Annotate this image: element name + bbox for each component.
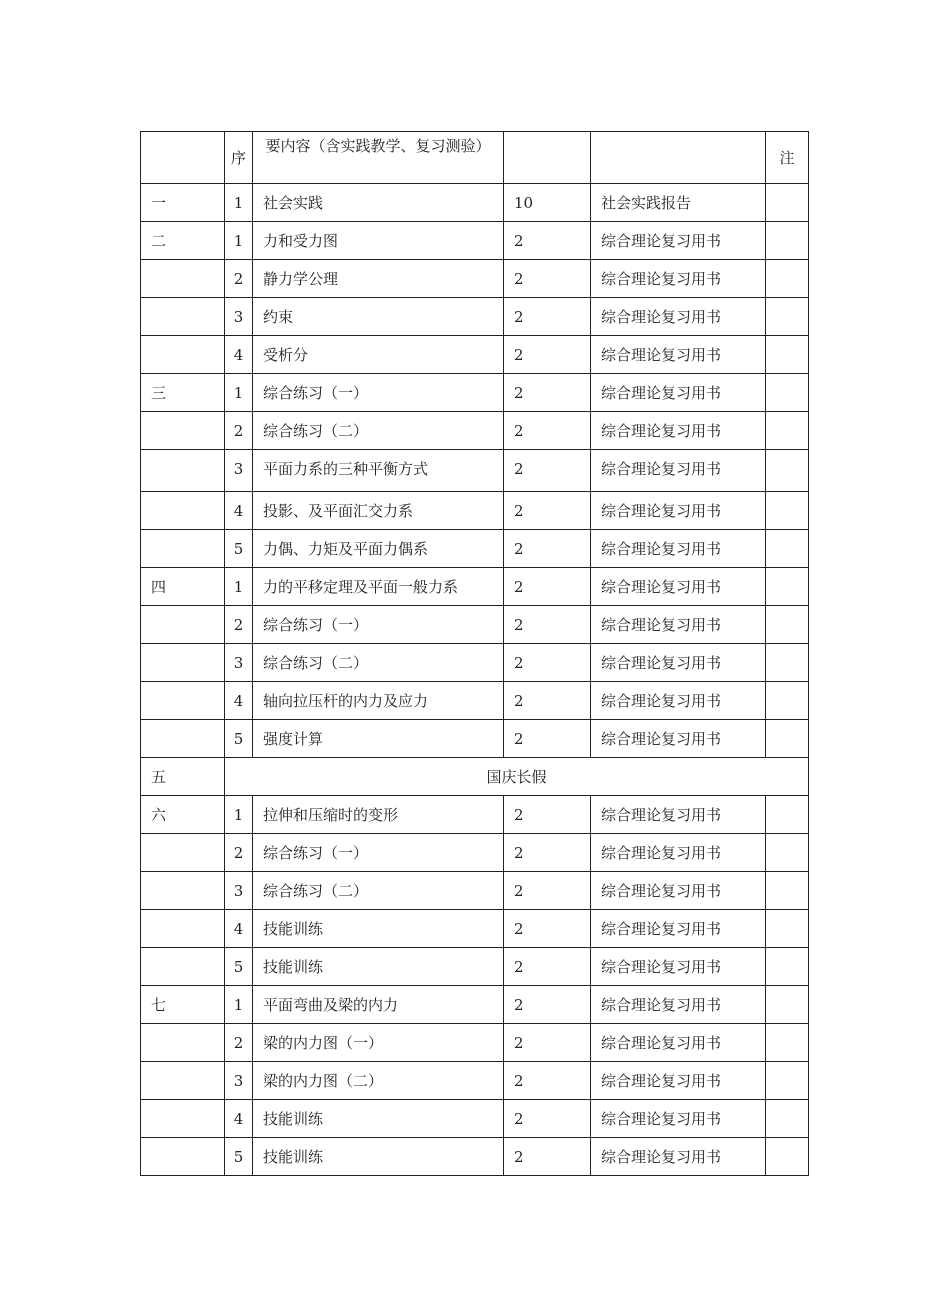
cell-content: 技能训练: [253, 1100, 504, 1138]
cell-material: 综合理论复习用书: [591, 222, 766, 260]
cell-material: 综合理论复习用书: [591, 1024, 766, 1062]
cell-seq: 1: [225, 796, 253, 834]
table-row: [141, 450, 809, 492]
cell-seq: 2: [225, 260, 253, 298]
cell-hours: 2: [504, 1138, 591, 1176]
cell-note: [766, 222, 809, 260]
cell-hours: 2: [504, 492, 591, 530]
table-row: [141, 568, 809, 606]
cell-material: 综合理论复习用书: [591, 834, 766, 872]
cell-hours: 2: [504, 450, 591, 492]
cell-hours: 2: [504, 298, 591, 336]
cell-material: 综合理论复习用书: [591, 948, 766, 986]
cell-seq: 1: [225, 222, 253, 260]
cell-seq: 5: [225, 530, 253, 568]
cell-note: [766, 530, 809, 568]
cell-material: 综合理论复习用书: [591, 568, 766, 606]
cell-week: [141, 910, 225, 948]
cell-material: 综合理论复习用书: [591, 374, 766, 412]
cell-seq: 2: [225, 606, 253, 644]
cell-content: 平面力系的三种平衡方式: [253, 450, 504, 492]
cell-seq: 1: [225, 568, 253, 606]
cell-seq: 3: [225, 298, 253, 336]
cell-hours: 2: [504, 720, 591, 758]
cell-content: 技能训练: [253, 910, 504, 948]
table-row: [141, 1100, 809, 1138]
cell-content: 综合练习（一）: [253, 374, 504, 412]
table-row: [141, 184, 809, 222]
cell-material: 综合理论复习用书: [591, 260, 766, 298]
cell-week: [141, 682, 225, 720]
cell-note: [766, 184, 809, 222]
cell-hours: 2: [504, 796, 591, 834]
cell-seq: 1: [225, 986, 253, 1024]
table-row: [141, 336, 809, 374]
table-row: [141, 1024, 809, 1062]
cell-content: 静力学公理: [253, 260, 504, 298]
table-row: [141, 796, 809, 834]
cell-content: 综合练习（一）: [253, 606, 504, 644]
cell-note: [766, 606, 809, 644]
cell-week: [141, 298, 225, 336]
header-week: [141, 132, 225, 184]
table-row: [141, 222, 809, 260]
cell-week: [141, 1062, 225, 1100]
cell-note: [766, 260, 809, 298]
cell-content: 梁的内力图（一）: [253, 1024, 504, 1062]
cell-content: 综合练习（二）: [253, 412, 504, 450]
cell-note: [766, 1024, 809, 1062]
cell-material: 综合理论复习用书: [591, 910, 766, 948]
cell-content: 力的平移定理及平面一般力系: [253, 568, 504, 606]
cell-seq: 3: [225, 872, 253, 910]
cell-note: [766, 720, 809, 758]
cell-hours: 2: [504, 336, 591, 374]
holiday-row: [141, 758, 809, 796]
table-row: [141, 720, 809, 758]
holiday-label: 国庆长假: [225, 758, 809, 796]
cell-seq: 4: [225, 682, 253, 720]
cell-hours: 2: [504, 412, 591, 450]
header-material: [591, 132, 766, 184]
cell-week: [141, 1024, 225, 1062]
cell-material: 综合理论复习用书: [591, 336, 766, 374]
cell-note: [766, 336, 809, 374]
cell-hours: 2: [504, 222, 591, 260]
cell-content: 技能训练: [253, 948, 504, 986]
cell-note: [766, 1138, 809, 1176]
cell-hours: 2: [504, 1024, 591, 1062]
cell-hours: 2: [504, 1062, 591, 1100]
cell-seq: 3: [225, 1062, 253, 1100]
table-row: [141, 1138, 809, 1176]
cell-hours: 10: [504, 184, 591, 222]
cell-week: [141, 834, 225, 872]
header-hours: [504, 132, 591, 184]
cell-material: 综合理论复习用书: [591, 986, 766, 1024]
cell-hours: 2: [504, 834, 591, 872]
cell-material: 综合理论复习用书: [591, 1062, 766, 1100]
header-content: 要内容（含实践教学、复习测验）: [253, 132, 504, 184]
table-row: [141, 872, 809, 910]
table-row: [141, 682, 809, 720]
cell-note: [766, 412, 809, 450]
cell-note: [766, 644, 809, 682]
cell-week: [141, 1138, 225, 1176]
cell-content: 力和受力图: [253, 222, 504, 260]
cell-content: 受析分: [253, 336, 504, 374]
table-row: [141, 948, 809, 986]
cell-seq: 4: [225, 910, 253, 948]
cell-seq: 2: [225, 412, 253, 450]
cell-hours: 2: [504, 644, 591, 682]
cell-content: 梁的内力图（二）: [253, 1062, 504, 1100]
cell-week: [141, 412, 225, 450]
cell-note: [766, 986, 809, 1024]
cell-week: [141, 1100, 225, 1138]
cell-note: [766, 298, 809, 336]
cell-material: 综合理论复习用书: [591, 644, 766, 682]
cell-content: 技能训练: [253, 1138, 504, 1176]
table-row: [141, 644, 809, 682]
cell-hours: 2: [504, 260, 591, 298]
cell-material: 综合理论复习用书: [591, 796, 766, 834]
cell-hours: 2: [504, 606, 591, 644]
cell-week: 六: [141, 796, 225, 834]
cell-note: [766, 492, 809, 530]
cell-material: 综合理论复习用书: [591, 450, 766, 492]
table-row: [141, 530, 809, 568]
cell-note: [766, 834, 809, 872]
cell-week: 一: [141, 184, 225, 222]
cell-note: [766, 1062, 809, 1100]
cell-note: [766, 450, 809, 492]
cell-seq: 5: [225, 720, 253, 758]
cell-hours: 2: [504, 986, 591, 1024]
schedule-body: [141, 132, 809, 1176]
cell-material: 综合理论复习用书: [591, 720, 766, 758]
cell-seq: 2: [225, 834, 253, 872]
cell-seq: 5: [225, 1138, 253, 1176]
cell-material: 综合理论复习用书: [591, 1138, 766, 1176]
cell-week: [141, 872, 225, 910]
header-row: [141, 132, 809, 184]
cell-material: 综合理论复习用书: [591, 1100, 766, 1138]
cell-seq: 4: [225, 1100, 253, 1138]
table-row: [141, 606, 809, 644]
cell-material: 综合理论复习用书: [591, 530, 766, 568]
header-seq: 序: [225, 132, 253, 184]
cell-content: 轴向拉压杆的内力及应力: [253, 682, 504, 720]
cell-seq: 4: [225, 336, 253, 374]
cell-week: [141, 606, 225, 644]
table-row: [141, 1062, 809, 1100]
cell-content: 综合练习（二）: [253, 644, 504, 682]
cell-note: [766, 1100, 809, 1138]
cell-note: [766, 374, 809, 412]
table-row: [141, 910, 809, 948]
cell-content: 综合练习（二）: [253, 872, 504, 910]
cell-material: 综合理论复习用书: [591, 872, 766, 910]
cell-week: [141, 644, 225, 682]
cell-hours: 2: [504, 568, 591, 606]
cell-note: [766, 910, 809, 948]
cell-week: [141, 530, 225, 568]
table-row: [141, 492, 809, 530]
cell-content: 力偶、力矩及平面力偶系: [253, 530, 504, 568]
cell-note: [766, 682, 809, 720]
table-row: [141, 986, 809, 1024]
cell-note: [766, 872, 809, 910]
cell-material: 综合理论复习用书: [591, 682, 766, 720]
cell-week: 二: [141, 222, 225, 260]
cell-hours: 2: [504, 948, 591, 986]
cell-hours: 2: [504, 1100, 591, 1138]
cell-content: 平面弯曲及梁的内力: [253, 986, 504, 1024]
cell-hours: 2: [504, 530, 591, 568]
cell-week: [141, 720, 225, 758]
cell-week: 三: [141, 374, 225, 412]
cell-hours: 2: [504, 374, 591, 412]
table-row: [141, 412, 809, 450]
cell-week: 七: [141, 986, 225, 1024]
cell-seq: 2: [225, 1024, 253, 1062]
cell-content: 强度计算: [253, 720, 504, 758]
cell-week: [141, 336, 225, 374]
cell-week: [141, 948, 225, 986]
cell-content: 综合练习（一）: [253, 834, 504, 872]
header-note: 注: [766, 132, 809, 184]
cell-material: 综合理论复习用书: [591, 412, 766, 450]
cell-content: 约束: [253, 298, 504, 336]
cell-hours: 2: [504, 910, 591, 948]
cell-note: [766, 948, 809, 986]
table-row: [141, 374, 809, 412]
cell-content: 拉伸和压缩时的变形: [253, 796, 504, 834]
cell-seq: 1: [225, 184, 253, 222]
cell-material: 社会实践报告: [591, 184, 766, 222]
cell-content: 投影、及平面汇交力系: [253, 492, 504, 530]
cell-material: 综合理论复习用书: [591, 606, 766, 644]
cell-hours: 2: [504, 872, 591, 910]
cell-week: [141, 492, 225, 530]
cell-week: [141, 450, 225, 492]
cell-hours: 2: [504, 682, 591, 720]
cell-seq: 4: [225, 492, 253, 530]
cell-seq: 3: [225, 450, 253, 492]
cell-content: 社会实践: [253, 184, 504, 222]
cell-material: 综合理论复习用书: [591, 298, 766, 336]
table-row: [141, 834, 809, 872]
table-row: [141, 298, 809, 336]
cell-material: 综合理论复习用书: [591, 492, 766, 530]
holiday-week: 五: [141, 758, 225, 796]
cell-seq: 3: [225, 644, 253, 682]
cell-week: [141, 260, 225, 298]
cell-note: [766, 568, 809, 606]
cell-week: 四: [141, 568, 225, 606]
cell-seq: 5: [225, 948, 253, 986]
cell-note: [766, 796, 809, 834]
cell-seq: 1: [225, 374, 253, 412]
table-row: [141, 260, 809, 298]
teaching-schedule-table: [140, 131, 809, 1176]
